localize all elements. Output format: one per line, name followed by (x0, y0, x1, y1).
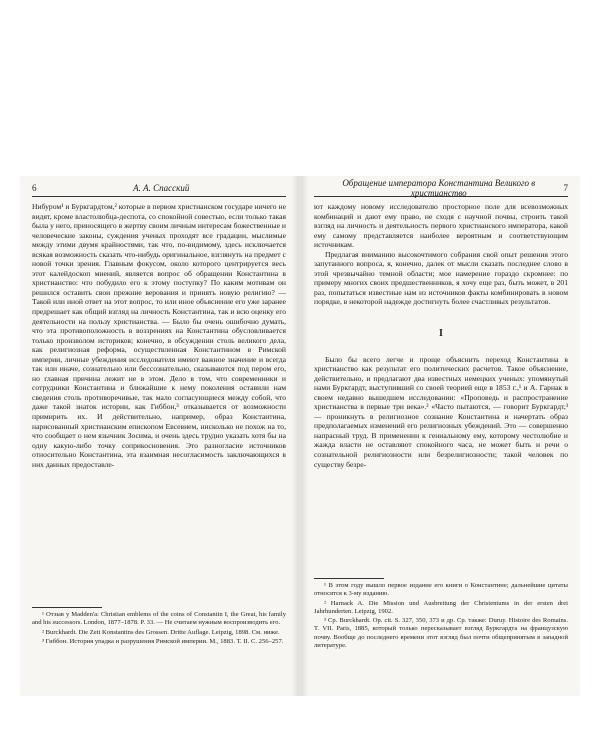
running-head-left (32, 182, 286, 197)
section-heading: I (439, 328, 443, 340)
footnote: ² Harnack A. Die Mission und Ausbreitung der Christentums in der ersten drei Jahrhunderten. Leipzig, 1902. (314, 599, 568, 615)
right-page (302, 176, 580, 696)
footnote: ¹ В этом году вышло первое издание его книги о Константине; дальнейшие цитаты относятся к 3-му изданию. (314, 582, 568, 598)
page-number-left: 6 (32, 183, 37, 193)
footnote-divider (314, 578, 384, 579)
paragraph: Предлагая вниманию высокочтимого собрания свой опыт решения этого запутанного вопроса, я, конечно, далек от мысли сказать последнее слово в этой чрезвычайно темной области; мое намерение гораздо скромнее: по примеру многих своих предшественников, я хочу еще раз, быть может, в 201 раз, попытаться известные нам из источников факты комбинировать в новом порядке, в некоторой надежде достигнуть более счастливых результатов. (314, 249, 568, 307)
footnote: ² Burckhardt. Die Zeit Konstantins des Grossen. Dritte Auflage. Leipzig, 1898. См. ниже. (42, 628, 280, 636)
running-head-title-left: А. А. Спасский (133, 183, 190, 193)
left-body-text (32, 202, 286, 469)
footnote: ³ Гиббон. История упадка и разрушения Римской империи. М., 1883. Т. II. С. 256–257. (42, 637, 284, 645)
running-head-right (314, 178, 568, 198)
paragraph: Было бы всего легче и проще объяснить переход Константина в христианство как результат его политических расчетов. Такое объяснение, действительно, и предлагают два известных немецких ученых: упомянутый нами Буркгардт, выступивший со своей теорией еще в 1853 г.,¹ и А. Гарнак в своем недавно вышедшем исследовании: «Проповедь и распространение христианства в первые три века».² «Часто пытаются, — говорит Буркгардт,³ — проникнуть в религиозное сознание Константина и начертать образ предполагаемых изменений его религиозных убеждений. Это — совершенно напрасный труд. В применении к гениальному ему, которому честолюбие и жажда власти не оставляют спокойного часа, не может быть и речи о сознательной религиозности или безрелигиозности; такой человек по существу безре- (314, 354, 568, 469)
left-footnotes (32, 611, 286, 647)
footnote: ¹ Отзыв у Madden'а: Christian emblems of the coins of Constantin I, the Great, his family and his successors. London, 1877–1878. P. 33. — Не считаем нужным воспроизводить его. (32, 611, 286, 627)
left-page (20, 176, 298, 696)
right-body-text (314, 202, 568, 469)
paragraph: Нибуром¹ и Буркгардтом,² которые в первом христианском государе ничего не видят, кроме властолюбца-деспота, со спокойной совестью, если только такая была у него, приносящего в жертву своим личным интересам божественные и человеческие законы, суждения ученых проходят все градации, мыслимые между этими двумя крайностями, так что, по-видимому, здесь исключается всякая возможность сказать что-нибудь оригинальное, взглянуть на предмет с новой точки зрения. Главным фокусом, около которого центрируется весь этот калейдоскоп мнений, является вопрос об обращении Константина в христианство: что побудило его к этому поступку? По каким мотивам он решился оставить свои прежние верования и принять новую религию? — Такой или иной ответ на этот вопрос, то или иное объяснение его уже заранее предрешает как общий взгляд на личность Константина, так и всю оценку его деятельности на пользу христианства. — Было бы очень ошибочно думать, что эта противоположность в воззрениях на Константина обусловливается только произволом историков; конечно, в обсуждении столь великого дела, как религиозная реформа, осуществленная Константином в Римской империи, личные убеждения исследователя имеют важное значение и всегда так или иначе, сознательно или бессознательно, сказываются под пером его, но главная причина лежит не в этом. Дело в том, что современники и сотрудники Константина и ближайшие к нему поколения оставили нам сведения столь противоречивые, так мало согласующиеся между собой, что даже такой знаток истории, как Гиббон,³ отказывается от возможности примирить их. И действительно, например, образ Константина, нарисованный христианским епископом Евсевием, нисколько не похож на то, что сообщает о нем язычник Зосима, и очень здесь трудно указать хотя бы на одну какую-либо точку соприкосновения. Это разногласие источников относительно Константина, эта взаимная несогласимость заключающихся в них данных предоставле- (32, 202, 286, 469)
paragraph: ют каждому новому исследователю просторное поле для всевозможных комбинаций и дают ему право, не сходя с научной почвы, строить такой взгляд на личность и деятельность первого христианского императора, какой ему самому представляется наиболее вероятным и соответствующим источникам. (314, 202, 568, 250)
footnote: ³ Ср. Burckhardt. Op. cit. S. 327, 350, 373 и др. Ср. также: Duruy. Histoire des Romains. T. VII. Paris, 1885, который только пересказывает взгляд Буркгардта на французскую почву. Вообще до последнего времени этот взгляд был почти общепринятым в западной литературе. (314, 617, 568, 650)
page-number-right: 7 (563, 183, 568, 193)
right-footnotes (314, 582, 568, 651)
running-head-title-right: Обращение императора Константина Великого в христианство (342, 178, 536, 198)
footnote-divider (32, 607, 102, 608)
